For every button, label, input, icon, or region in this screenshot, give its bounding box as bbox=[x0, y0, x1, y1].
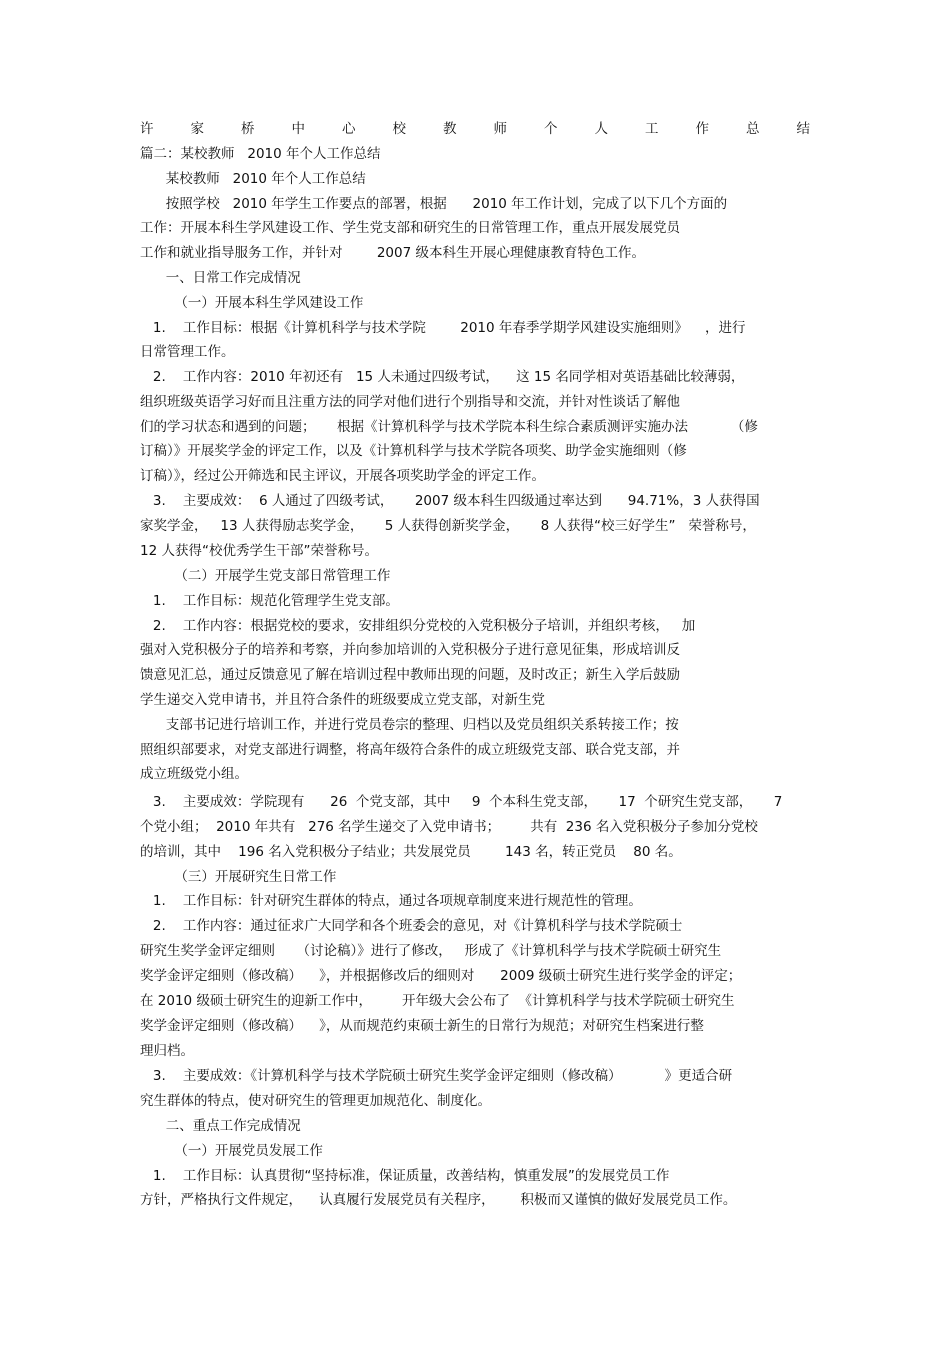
text-line: 1. 工作目标：根据《计算机科学与技术学院 2010 年春季学期学风建设实施细则》 ，进行 bbox=[140, 320, 746, 336]
title-char: 人 bbox=[594, 121, 608, 137]
text-line: 订稿）》，经过公开筛选和民主评议，开展各项奖助学金的评定工作。 bbox=[140, 468, 545, 484]
text-line: 组织班级英语学习好而且注重方法的同学对他们进行个别指导和交流，并针对性谈话了解他 bbox=[140, 394, 680, 410]
text-line: 照组织部要求，对党支部进行调整，将高年级符合条件的成立班级党支部、联合党支部，并 bbox=[140, 742, 680, 758]
document-title bbox=[140, 119, 810, 139]
text-line: 的培训，其中 196 名入党积极分子结业；共发展党员 143 名，转正党员 80 名。 bbox=[140, 844, 682, 860]
text-line: 2. 工作内容：根据党校的要求，安排组织分党校的入党积极分子培训，并组织考核， 加 bbox=[140, 618, 696, 634]
title-char: 许 bbox=[140, 121, 154, 137]
text-line: 1. 工作目标：针对研究生群体的特点，通过各项规章制度来进行规范性的管理。 bbox=[140, 893, 642, 909]
title-char: 个 bbox=[544, 121, 558, 137]
text-line: 1. 工作目标：规范化管理学生党支部。 bbox=[140, 593, 399, 609]
text-line: 12 人获得“校优秀学生干部”荣誉称号。 bbox=[140, 543, 378, 559]
text-line: 订稿）》开展奖学金的评定工作，以及《计算机科学与技术学院各项奖、助学金实施细则（修 bbox=[140, 443, 687, 459]
title-char: 心 bbox=[342, 121, 356, 137]
title-char: 校 bbox=[392, 121, 406, 137]
text-line: 个党小组； 2010 年共有 276 名学生递交了入党申请书； 共有 236 名入党积极分子参加分党校 bbox=[140, 819, 758, 835]
text-line: 3. 主要成效：《计算机科学与技术学院硕士研究生奖学金评定细则（修改稿） 》更适合研 bbox=[140, 1068, 733, 1084]
title-char: 作 bbox=[695, 121, 709, 137]
text-line: 篇二：某校教师 2010 年个人工作总结 bbox=[140, 146, 381, 162]
text-line: 日常管理工作。 bbox=[140, 344, 235, 360]
text-line: 二、重点工作完成情况 bbox=[140, 1118, 301, 1134]
text-line: 研究生奖学金评定细则 （讨论稿）》进行了修改， 形成了《计算机科学与技术学院硕士研究生 bbox=[140, 943, 722, 959]
text-line: 强对入党积极分子的培养和考察，并向参加培训的入党积极分子进行意见征集，形成培训反 bbox=[140, 642, 680, 658]
text-line: 馈意见汇总，通过反馈意见了解在培训过程中教师出现的问题，及时改正；新生入学后鼓励 bbox=[140, 667, 680, 683]
title-char: 家 bbox=[190, 121, 204, 137]
text-line: 理归档。 bbox=[140, 1043, 194, 1059]
text-line: 3. 主要成效：学院现有 26 个党支部，其中 9 个本科生党支部， 17 个研究生党支部， 7 bbox=[140, 794, 783, 810]
title-char: 总 bbox=[746, 121, 760, 137]
text-line: （二）开展学生党支部日常管理工作 bbox=[140, 568, 391, 584]
text-line: 们的学习状态和遇到的问题； 根据《计算机科学与技术学院本科生综合素质测评实施办法 （修 bbox=[140, 419, 758, 435]
text-line: 2. 工作内容：2010 年初还有 15 人未通过四级考试， 这 15 名同学相对英语基础比较薄弱， bbox=[140, 369, 745, 385]
text-line: 一、日常工作完成情况 bbox=[140, 270, 301, 286]
title-char: 教 bbox=[443, 121, 457, 137]
title-char: 桥 bbox=[241, 121, 255, 137]
text-line: 成立班级党小组。 bbox=[140, 766, 248, 782]
text-line: 支部书记进行培训工作，并进行党员卷宗的整理、归档以及党员组织关系转接工作；按 bbox=[140, 717, 679, 733]
text-line: 某校教师 2010 年个人工作总结 bbox=[140, 171, 366, 187]
text-line: 1. 工作目标：认真贯彻“坚持标准，保证质量，改善结构，慎重发展”的发展党员工作 bbox=[140, 1168, 670, 1184]
text-line: 2. 工作内容：通过征求广大同学和各个班委会的意见，对《计算机科学与技术学院硕士 bbox=[140, 918, 683, 934]
text-line: 奖学金评定细则（修改稿） 》，并根据修改后的细则对 2009 级硕士研究生进行奖学金的评定； bbox=[140, 968, 742, 984]
text-line: 学生递交入党申请书，并且符合条件的班级要成立党支部，对新生党 bbox=[140, 692, 545, 708]
title-char: 结 bbox=[796, 121, 810, 137]
text-line: 方针，严格执行文件规定， 认真履行发展党员有关程序， 积极而又谨慎的做好发展党员工作。 bbox=[140, 1192, 737, 1208]
title-char: 师 bbox=[493, 121, 507, 137]
title-char: 中 bbox=[291, 121, 305, 137]
text-line: 奖学金评定细则（修改稿） 》，从而规范约束硕士新生的日常行为规范；对研究生档案进行整 bbox=[140, 1018, 704, 1034]
text-line: 家奖学金， 13 人获得励志奖学金， 5 人获得创新奖学金， 8 人获得“校三好学生” 荣誉称号， bbox=[140, 518, 756, 534]
text-line: 按照学校 2010 年学生工作要点的部署，根据 2010 年工作计划，完成了以下几个方面的 bbox=[140, 196, 728, 212]
text-line: 3. 主要成效： 6 人通过了四级考试， 2007 级本科生四级通过率达到 94.71%，3 人获得国 bbox=[140, 493, 760, 509]
text-line: （一）开展党员发展工作 bbox=[140, 1143, 323, 1159]
text-line: 工作和就业指导服务工作，并针对 2007 级本科生开展心理健康教育特色工作。 bbox=[140, 245, 645, 261]
text-line: 究生群体的特点，使对研究生的管理更加规范化、制度化。 bbox=[140, 1093, 491, 1109]
title-char: 工 bbox=[645, 121, 659, 137]
text-line: （一）开展本科生学风建设工作 bbox=[140, 295, 364, 311]
text-line: （三）开展研究生日常工作 bbox=[140, 869, 337, 885]
text-line: 在 2010 级硕士研究生的迎新工作中， 开年级大会公布了 《计算机科学与技术学院硕士研究生 bbox=[140, 993, 735, 1009]
text-line: 工作：开展本科生学风建设工作、学生党支部和研究生的日常管理工作，重点开展发展党员 bbox=[140, 220, 680, 236]
